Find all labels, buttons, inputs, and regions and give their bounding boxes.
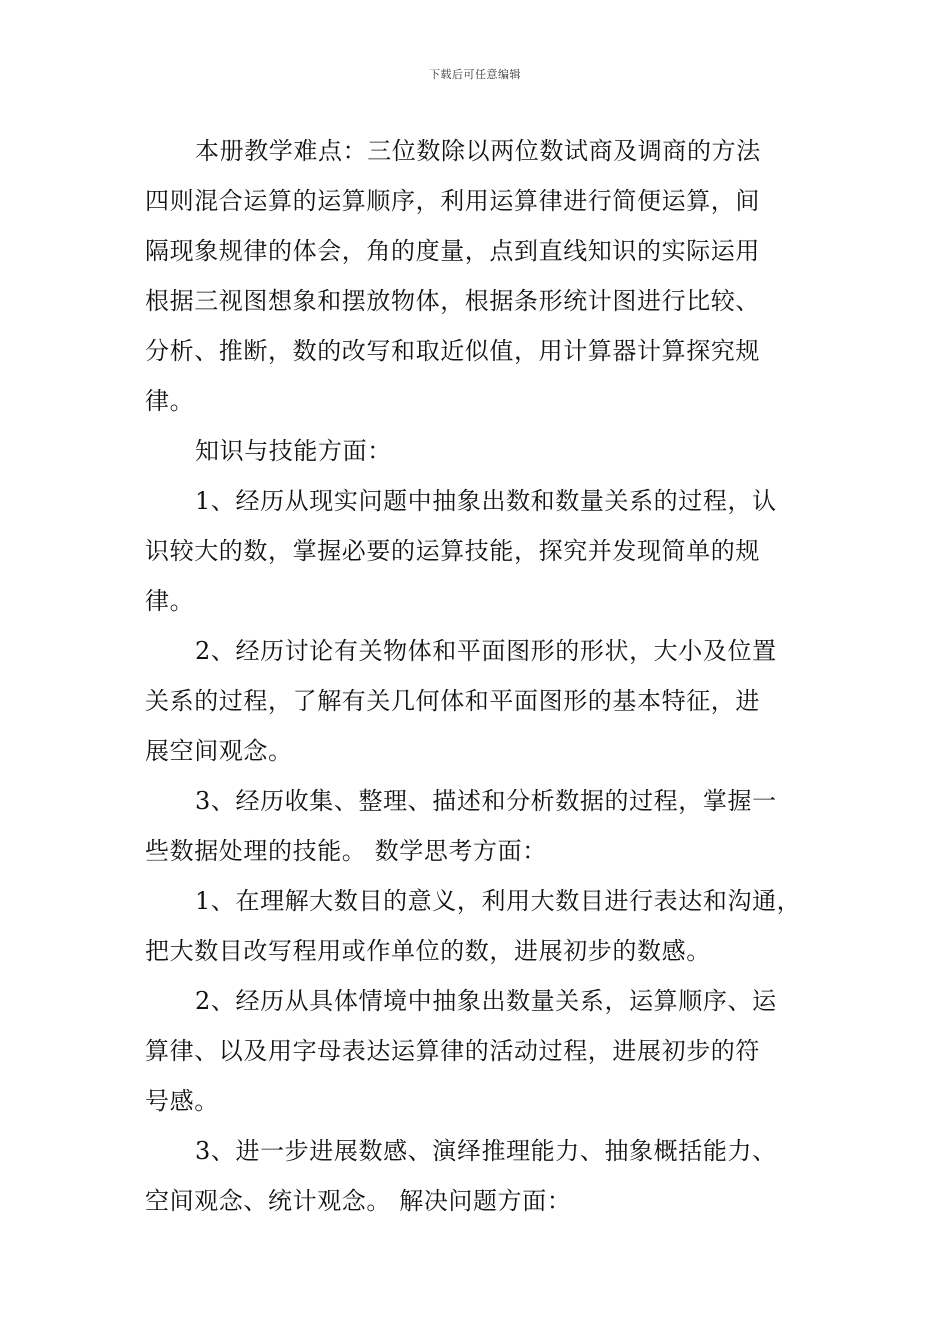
text-line: 号感。 <box>145 1087 219 1115</box>
text-line: 隔现象规律的体会，角的度量，点到直线知识的实际运用 <box>145 237 760 265</box>
section-heading-knowledge-skills: 知识与技能方面： <box>195 437 392 465</box>
text-line: 根据三视图想象和摆放物体，根据条形统计图进行比较、 <box>145 287 760 315</box>
document-body <box>145 126 825 1226</box>
text-line: 分析、推断，数的改写和取近似值，用计算器计算探究规 <box>145 337 760 365</box>
text-line: 展空间观念。 <box>145 737 293 765</box>
text-line: 些数据处理的技能。 数学思考方面： <box>145 837 547 865</box>
text-line: 关系的过程，了解有关几何体和平面图形的基本特征，进 <box>145 687 760 715</box>
text-line: 本册教学难点：三位数除以两位数试商及调商的方法 <box>195 137 761 165</box>
text-line: 把大数目改写程用或作单位的数，进展初步的数感。 <box>145 937 711 965</box>
text-line: 算律、以及用字母表达运算律的活动过程，进展初步的符 <box>145 1037 760 1065</box>
text-line: 空间观念、统计观念。 解决问题方面： <box>145 1187 572 1215</box>
text-line: 律。 <box>145 387 195 415</box>
text-line: 2、经历讨论有关物体和平面图形的形状，大小及位置 <box>195 637 777 665</box>
header-note: 下载后可任意编辑 <box>429 68 521 81</box>
text-line: 2、经历从具体情境中抽象出数量关系，运算顺序、运 <box>195 987 777 1015</box>
text-line: 3、进一步进展数感、演绎推理能力、抽象概括能力、 <box>195 1137 777 1165</box>
text-line: 律。 <box>145 587 195 615</box>
text-line: 3、经历收集、整理、描述和分析数据的过程，掌握一 <box>195 787 777 815</box>
text-line: 1、在理解大数目的意义，利用大数目进行表达和沟通， <box>195 887 802 915</box>
text-line: 识较大的数，掌握必要的运算技能，探究并发现简单的规 <box>145 537 760 565</box>
text-line: 四则混合运算的运算顺序，利用运算律进行简便运算，间 <box>145 187 760 215</box>
text-line: 1、经历从现实问题中抽象出数和数量关系的过程，认 <box>195 487 777 515</box>
